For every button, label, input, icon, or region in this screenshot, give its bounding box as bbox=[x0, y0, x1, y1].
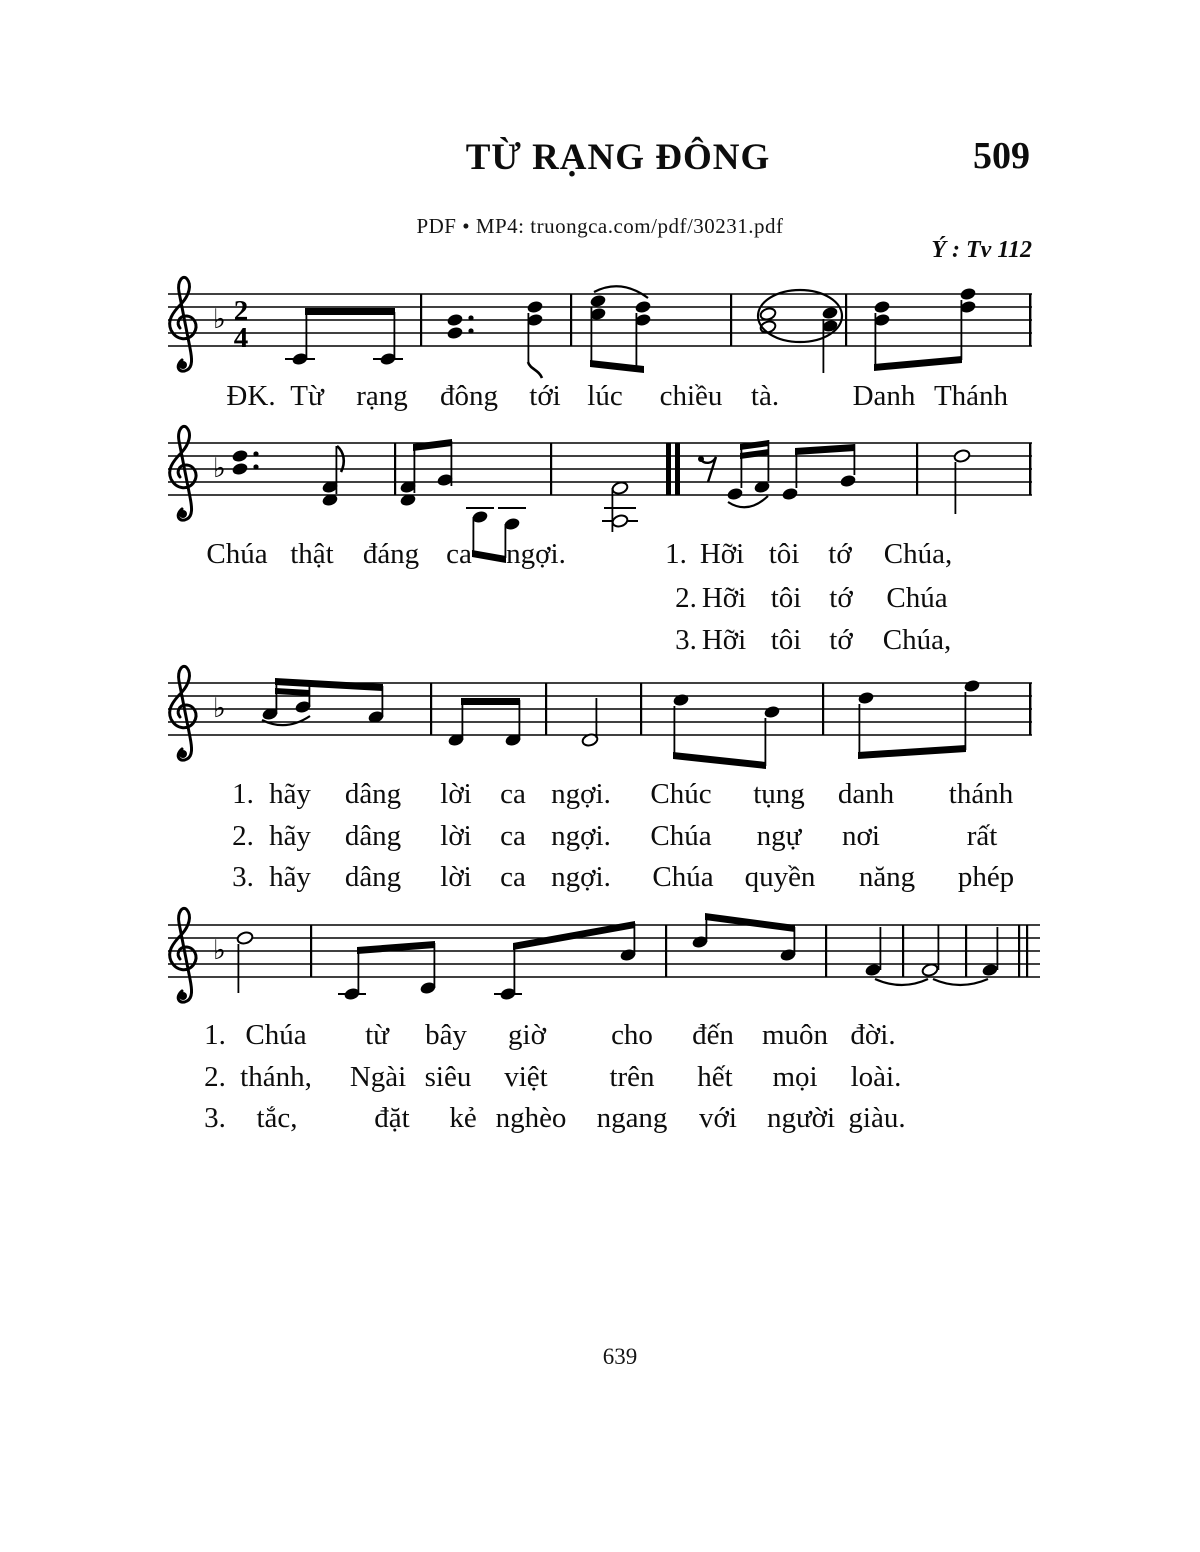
lyric-word: Danh bbox=[852, 380, 916, 412]
lyric-word: tới bbox=[529, 380, 561, 412]
lyric-word: đời. bbox=[850, 1019, 896, 1051]
lyric-word: 3. bbox=[675, 624, 697, 656]
lyric-word: tụng bbox=[753, 778, 805, 810]
lyric-word: ngợi. bbox=[551, 778, 611, 810]
lyric-word: đông bbox=[440, 380, 498, 412]
lyric-word: dâng bbox=[344, 861, 402, 893]
staff-system-3 bbox=[0, 660, 1200, 795]
lyric-word: rạng bbox=[356, 380, 408, 412]
lyric-word: cho bbox=[611, 1019, 653, 1051]
hymn-number: 509 bbox=[973, 135, 1030, 177]
lyric-word: mọi bbox=[772, 1061, 818, 1093]
psalm-credit: Ý : Tv 112 bbox=[931, 237, 1032, 263]
flat-sign: ♭ bbox=[213, 935, 226, 966]
lyric-word: ca bbox=[500, 861, 526, 893]
lyric-word: nghèo bbox=[495, 1102, 567, 1134]
lyric-word: thánh bbox=[948, 778, 1014, 810]
lyric-word: Hỡi bbox=[701, 582, 747, 614]
staff-system-1 bbox=[0, 270, 1200, 390]
lyric-word: bây bbox=[425, 1019, 467, 1051]
lyric-word: 2. bbox=[204, 1061, 226, 1093]
lyric-word: ngợi. bbox=[551, 861, 611, 893]
staff-system-4 bbox=[0, 905, 1200, 1035]
lyric-word: Thánh bbox=[933, 380, 1009, 412]
lyric-word: tớ bbox=[829, 624, 853, 656]
lyric-word: quyền bbox=[744, 861, 816, 893]
lyric-word: phép bbox=[957, 861, 1015, 893]
lyric-word: trên bbox=[609, 1061, 655, 1093]
flat-sign: ♭ bbox=[213, 304, 226, 335]
lyric-word: ca bbox=[500, 778, 526, 810]
lyric-word: ngang bbox=[596, 1102, 668, 1134]
lyric-word: ĐK. bbox=[226, 380, 276, 412]
lyric-word: Chúa, bbox=[882, 624, 952, 656]
lyric-word: việt bbox=[504, 1061, 548, 1093]
lyric-word: năng bbox=[858, 861, 916, 893]
lyric-word: hãy bbox=[269, 861, 311, 893]
lyric-word: tắc, bbox=[256, 1102, 298, 1134]
lyric-word: hết bbox=[697, 1061, 733, 1093]
flat-sign: ♭ bbox=[213, 693, 226, 724]
lyric-word: với bbox=[699, 1102, 737, 1134]
lyric-word: ngợi. bbox=[506, 538, 566, 570]
lyric-word: Chúa bbox=[206, 538, 268, 570]
lyric-word: 3. bbox=[204, 1102, 226, 1134]
staff-system-2 bbox=[0, 420, 1200, 570]
lyric-word: ca bbox=[446, 538, 472, 570]
lyric-word: Chúa bbox=[886, 582, 948, 614]
lyric-word: Chúa bbox=[245, 1019, 307, 1051]
notes bbox=[261, 678, 980, 769]
lyric-word: ngự bbox=[756, 820, 802, 852]
lyric-word: tôi bbox=[768, 538, 800, 570]
lyric-word: Hỡi bbox=[701, 624, 747, 656]
lyric-word: tớ bbox=[828, 538, 852, 570]
lyric-word: lời bbox=[440, 861, 472, 893]
lyric-word: tớ bbox=[829, 582, 853, 614]
lyric-word: Chúc bbox=[650, 778, 712, 810]
notes bbox=[231, 439, 970, 563]
lyric-word: Hỡi bbox=[699, 538, 745, 570]
lyric-word: muôn bbox=[761, 1019, 829, 1051]
lyric-word: tôi bbox=[770, 582, 802, 614]
lyric-word: lời bbox=[440, 778, 472, 810]
lyric-word: người bbox=[766, 1102, 836, 1134]
lyric-word: thánh, bbox=[240, 1061, 312, 1093]
lyric-word: dâng bbox=[344, 778, 402, 810]
flat-sign: ♭ bbox=[213, 453, 226, 484]
lyric-word: tà. bbox=[750, 380, 780, 412]
lyric-word: siêu bbox=[424, 1061, 472, 1093]
lyric-word: 1. bbox=[204, 1019, 226, 1051]
lyric-word: tôi bbox=[770, 624, 802, 656]
lyric-word: hãy bbox=[269, 820, 311, 852]
lyric-word: 3. bbox=[232, 861, 254, 893]
lyric-word: nơi bbox=[842, 820, 880, 852]
footer-page-number: 639 bbox=[602, 1344, 638, 1369]
lyric-word: ca bbox=[500, 820, 526, 852]
lyric-word: giờ bbox=[508, 1019, 546, 1051]
lyric-word: thật bbox=[290, 538, 334, 570]
notes bbox=[236, 913, 998, 1001]
lyric-word: kẻ bbox=[449, 1102, 477, 1134]
lyric-word: lúc bbox=[587, 380, 623, 412]
lyric-word: 1. bbox=[665, 538, 687, 570]
lyric-word: Ngài bbox=[349, 1061, 407, 1093]
lyric-word: ngợi. bbox=[551, 820, 611, 852]
lyric-word: danh bbox=[837, 778, 895, 810]
lyric-word: giàu. bbox=[848, 1102, 906, 1134]
lyric-word: đáng bbox=[362, 538, 420, 570]
lyric-word: đến bbox=[692, 1019, 734, 1051]
time-signature-bottom: 4 bbox=[233, 322, 249, 354]
lyric-word: lời bbox=[440, 820, 472, 852]
lyric-word: rất bbox=[966, 820, 998, 852]
lyric-word: từ bbox=[365, 1019, 389, 1051]
lyric-word: 2. bbox=[675, 582, 697, 614]
lyric-word: 1. bbox=[232, 778, 254, 810]
lyric-word: hãy bbox=[269, 778, 311, 810]
time-signature-top: 2 bbox=[233, 295, 249, 327]
lyric-word: Chúa, bbox=[883, 538, 953, 570]
lyric-word: Chúa bbox=[650, 820, 712, 852]
lyric-word: 2. bbox=[232, 820, 254, 852]
lyric-word: dâng bbox=[344, 820, 402, 852]
source-link-text: PDF • MP4: truongca.com/pdf/30231.pdf bbox=[416, 214, 784, 238]
lyric-word: loài. bbox=[850, 1061, 902, 1093]
lyric-word: đặt bbox=[374, 1102, 410, 1134]
lyric-word: Chúa bbox=[652, 861, 714, 893]
notes bbox=[285, 286, 977, 378]
lyric-word: Từ bbox=[290, 380, 324, 412]
page-title: TỪ RẠNG ĐÔNG bbox=[465, 137, 771, 178]
lyric-word: chiều bbox=[659, 380, 723, 412]
